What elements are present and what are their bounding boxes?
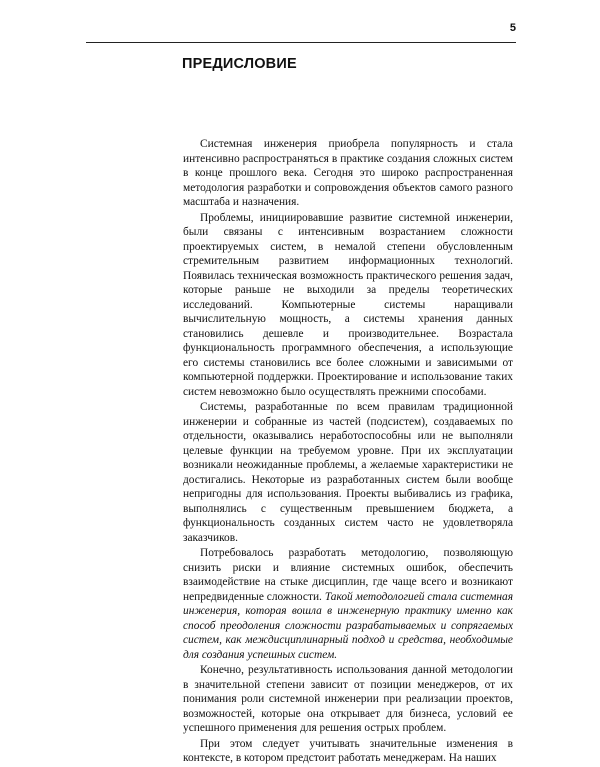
chapter-heading: ПРЕДИСЛОВИЕ [182, 56, 297, 72]
page-number: 5 [509, 22, 516, 34]
paragraph-2: Проблемы, инициировавшие развитие системной инженерии, были связаны с интенсивным возрастанием сложности проектируемых систем, в немалой степени обусловленным стремительным развитием информационных технологий. Появилась техническая возможность практического решения задач, которые раньше не выходили за пределы теоретических исследований. Компьютерные системы наращивали вычислительную мощность, а системы хранения данных становились дешевле и производительнее. Возрастала функциональность программного обеспечения, а использующие его системы становились все более сложными и зависимыми от компьютерной поддержки. Проектирование и использование таких систем невозможно было осуществлять прежними способами. [183, 211, 513, 398]
paragraph-1: Системная инженерия приобрела популярность и стала интенсивно распространяться в практике создания сложных систем в конце прошлого века. Сегодня это широко распространенная методология разработки и сопровождения объектов самого разного масштаба и назначения. [183, 138, 513, 208]
paragraph-3: Системы, разработанные по всем правилам традиционной инженерии и собранные из частей (подсистем), создаваемых по отдельности, оказывались неработоспособны или не выполняли целевые функции на требуемом уровне. При их эксплуатации возникали неожиданные проблемы, а желаемые характеристики не достигались. Некоторые из разработанных систем были вообще непригодны для использования. Проекты выбивались из графика, выполнялись с существенным превышением бюджета, а функциональность созданных систем часто не удовлетворяла заказчиков. [183, 401, 513, 544]
paragraph-4-italic: Такой методологией стала системная инженерия, которая вошла в инженерную практику именно как способ преодоления сложности разрабатываемых и сопрягаемых систем, как междисциплинарный подход и средства, необходимые для создания успешных систем. [183, 590, 513, 661]
paragraph-6: При этом следует учитывать значительные изменения в контексте, в котором предстоит работать менеджерам. На наших [183, 737, 513, 764]
header-rule [86, 42, 516, 43]
paragraph-4 [183, 546, 513, 662]
body-text [183, 137, 513, 767]
paragraph-5: Конечно, результативность использования данной методологии в значительной степени зависит от позиции менеджеров, от их понимания роли системной инженерии при реализации проектов, возможностей, которые она открывает для бизнеса, условий ее успешного применения для решения острых проблем. [183, 664, 513, 734]
paragraph-4-text: Потребовалось разработать методологию, позволяющую снизить риски и влияние системных ошибок, обеспечить взаимодействие на стыке дисциплин, где чаще всего и возникают непредвиденные сложности. [183, 547, 513, 603]
